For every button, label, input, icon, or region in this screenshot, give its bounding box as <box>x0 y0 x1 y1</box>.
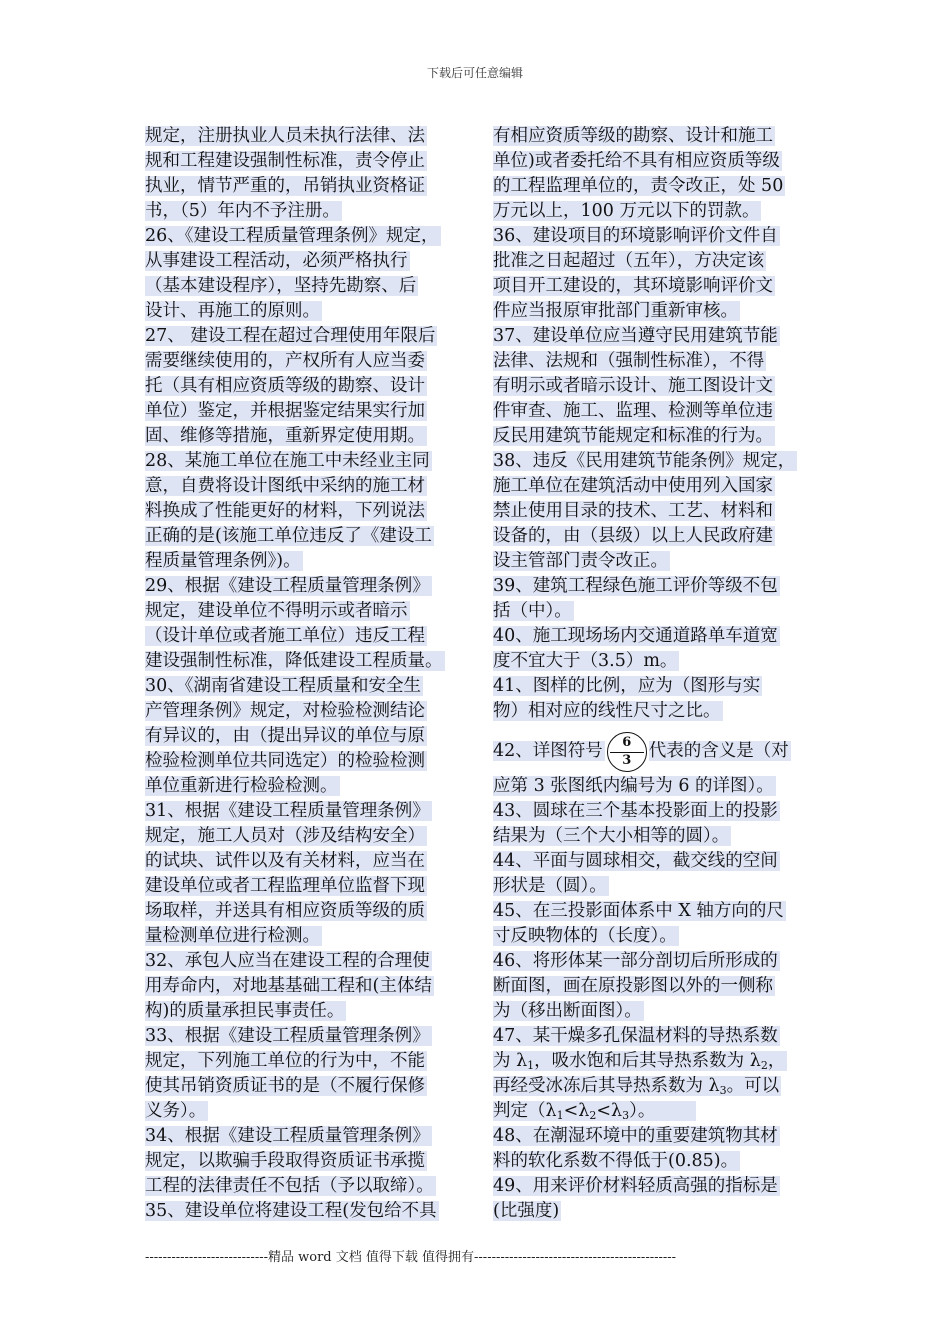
text-line: 构)的质量承担民事责任。 <box>145 1001 345 1021</box>
text-line: 设备的，由（县级）以上人民政府建 <box>493 526 773 546</box>
text-line: 规定，施工人员对（涉及结构安全） <box>145 826 425 846</box>
text-line: 32、承包人应当在建设工程的合理使 <box>145 951 430 971</box>
text-line: 场取样，并送具有相应资质等级的质 <box>145 901 425 921</box>
text-line: 29、根据《建设工程质量管理条例》 <box>145 576 430 596</box>
text-line: 量检测单位进行检测。 <box>145 926 320 946</box>
text-line: 料的软化系数不得低于(0.85)。 <box>493 1151 739 1171</box>
text-line: 程质量管理条例》)。 <box>145 551 301 571</box>
text-line: 28、某施工单位在施工中未经业主同 <box>145 451 430 471</box>
text-line: (比强度) <box>493 1201 560 1221</box>
right-column <box>493 124 823 1224</box>
q42-suffix: 代表的含义是（对 <box>648 741 789 761</box>
text-line: 27、 建设工程在超过合理使用年限后 <box>145 326 436 346</box>
text-line: 46、将形体某一部分剖切后所形成的 <box>493 951 778 971</box>
text-line: 正确的是(该施工单位违反了《建设工 <box>145 526 432 546</box>
text-line: 执业，情节严重的，吊销执业资格证 <box>145 176 425 196</box>
text-line: 有明示或者暗示设计、施工图设计文 <box>493 376 773 396</box>
text-line: 意，自费将设计图纸中采纳的施工材 <box>145 476 425 496</box>
text-line: 单位重新进行检验检测。 <box>145 776 338 796</box>
text-line: 反民用建筑节能规定和标准的行为。 <box>493 426 773 446</box>
text-line: 断面图，画在原投影图以外的一侧称 <box>493 976 773 996</box>
text-line: 38、违反《民用建筑节能条例》规定， <box>493 451 796 471</box>
detail-symbol-icon: $\frac{6}{3}$ <box>607 732 647 772</box>
question-42-line <box>493 728 823 774</box>
text-line: 规定，注册执业人员未执行法律、法 <box>145 126 425 146</box>
text-line: 有相应资质等级的勘察、设计和施工 <box>493 126 773 146</box>
text-line: 度不宜大于（3.5）m。 <box>493 651 678 671</box>
text-line: 的工程监理单位的，责令改正，处 50 <box>493 176 784 196</box>
text-line: 规定，建设单位不得明示或者暗示 <box>145 601 408 621</box>
text-line: 托（具有相应资质等级的勘察、设计 <box>145 376 425 396</box>
text-line: 书，（5）年内不予注册。 <box>145 201 340 221</box>
text-line: 有异议的，由（提出异议的单位与原 <box>145 726 425 746</box>
text-line: 47、某干燥多孔保温材料的导热系数 <box>493 1026 778 1046</box>
text-line: 规定，下列施工单位的行为中，不能 <box>145 1051 425 1071</box>
text-line: 固、维修等措施，重新界定使用期。 <box>145 426 425 446</box>
text-line: 为（移出断面图）。 <box>493 1001 642 1021</box>
text-line: 件审查、施工、监理、检测等单位违 <box>493 401 773 421</box>
text-line: 49、用来评价材料轻质高强的指标是 <box>493 1176 778 1196</box>
text-line: 设计、再施工的原则。 <box>145 301 320 321</box>
text-line: 设主管部门责令改正。 <box>493 551 668 571</box>
text-line: 万元以上，100 万元以下的罚款。 <box>493 201 760 221</box>
text-line: 规和工程建设强制性标准，责令停止 <box>145 151 425 171</box>
text-line: 料换成了性能更好的材料，下列说法 <box>145 501 425 521</box>
text-line: 工程的法律责任不包括（予以取缔）。 <box>145 1176 434 1196</box>
text-line: 48、在潮湿环境中的重要建筑物其材 <box>493 1126 778 1146</box>
text-line: 35、建设单位将建设工程(发包给不具 <box>145 1201 437 1221</box>
text-line: 法律、法规和（强制性标准），不得 <box>493 351 765 371</box>
text-line: 结果为（三个大小相等的圆）。 <box>493 826 730 846</box>
page-header: 下载后可任意编辑 <box>426 66 523 80</box>
text-line: 36、建设项目的环境影响评价文件自 <box>493 226 778 246</box>
text-line: 件应当报原审批部门重新审核。 <box>493 301 738 321</box>
text-line: 41、图样的比例，应为（图形与实 <box>493 676 761 696</box>
text-line: 形状是（圆）。 <box>493 876 607 896</box>
text-line: 30、《湖南省建设工程质量和安全生 <box>145 676 422 696</box>
text-line: 义务）。 <box>145 1101 207 1121</box>
text-line: 33、根据《建设工程质量管理条例》 <box>145 1026 430 1046</box>
question-47-line2: 为 $\lambda_1$，吸水饱和后其导热系数为 $\lambda_2$， <box>493 1051 786 1072</box>
text-line: 括（中）。 <box>493 601 572 621</box>
text-line: 寸反映物体的（长度）。 <box>493 926 677 946</box>
page-footer: ----------------------------精品 word 文档 值得下载 值得拥有---------------------------------------------- <box>145 1250 677 1265</box>
text-line: 建设单位或者工程监理单位监督下现 <box>145 876 425 896</box>
left-column <box>145 124 475 1224</box>
text-line: 26、《建设工程质量管理条例》规定， <box>145 226 439 246</box>
text-line: 施工单位在建筑活动中使用列入国家 <box>493 476 773 496</box>
text-line: 产管理条例》规定，对检验检测结论 <box>145 701 425 721</box>
text-line: 40、施工现场场内交通道路单车道宽 <box>493 626 778 646</box>
text-line: 检验检测单位共同选定）的检验检测 <box>145 751 425 771</box>
text-line: 34、根据《建设工程质量管理条例》 <box>145 1126 430 1146</box>
question-47-line4: 判定$(\lambda_1<\lambda_2<\lambda_3)$。 <box>493 1099 823 1124</box>
text-line: 用寿命内，对地基基础工程和(主体结 <box>145 976 432 996</box>
text-line: 使其吊销资质证书的是（不履行保修 <box>145 1076 425 1096</box>
text-line: 规定，以欺骗手段取得资质证书承揽 <box>145 1151 425 1171</box>
text-line: （基本建设程序），坚持先勘察、后 <box>145 276 417 296</box>
question-47-line3: 再经受冰冻后其导热系数为 $\lambda_3$。可以 <box>493 1076 780 1097</box>
text-line: 从事建设工程活动，必须严格执行 <box>145 251 408 271</box>
text-line: 单位)或者委托给不具有相应资质等级 <box>493 151 780 171</box>
text-line: 37、建设单位应当遵守民用建筑节能 <box>493 326 778 346</box>
question-42-line2: 应第 3 张图纸内编号为 6 的详图）。 <box>493 776 774 796</box>
text-line: 批准之日起超过（五年），方决定该 <box>493 251 765 271</box>
text-line: 项目开工建设的，其环境影响评价文 <box>493 276 773 296</box>
text-line: （设计单位或者施工单位）违反工程 <box>145 626 425 646</box>
q42-prefix: 42、详图符号 <box>493 741 603 761</box>
text-line: 禁止使用目录的技术、工艺、材料和 <box>493 501 773 521</box>
text-line: 物）相对应的线性尺寸之比。 <box>493 701 721 721</box>
text-line: 43、圆球在三个基本投影面上的投影 <box>493 801 778 821</box>
text-line: 需要继续使用的，产权所有人应当委 <box>145 351 425 371</box>
text-line: 31、根据《建设工程质量管理条例》 <box>145 801 430 821</box>
text-line: 的试块、试件以及有关材料，应当在 <box>145 851 425 871</box>
text-line: 建设强制性标准，降低建设工程质量。 <box>145 651 443 671</box>
text-line: 45、在三投影面体系中 X 轴方向的尺 <box>493 901 784 921</box>
text-line: 44、平面与圆球相交，截交线的空间 <box>493 851 778 871</box>
text-line: 单位）鉴定，并根据鉴定结果实行加 <box>145 401 425 421</box>
text-line: 39、建筑工程绿色施工评价等级不包 <box>493 576 778 596</box>
